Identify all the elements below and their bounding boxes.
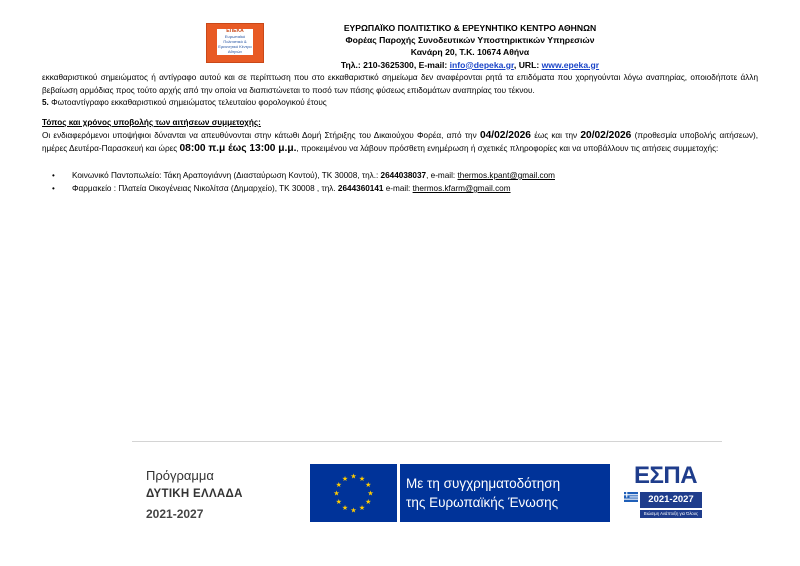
program-region: ΔΥΤΙΚΗ ΕΛΛΑΔΑ <box>146 488 243 500</box>
p2-part-a: Οι ενδιαφερόμενοι υποψήφιοι δύνανται να απευθύνονται στην κάτωθι Δομή Στήριξης του Δικαιούχου Φορέα, από την <box>42 131 480 140</box>
section-title: Τόπος και χρόνος υποβολής των αιτήσεων συμμετοχής: <box>42 118 261 127</box>
eu-star: ★ <box>350 473 357 481</box>
program-logo <box>146 468 276 524</box>
paragraph-1-text: εκκαθαριστικού σημειώματος ή αντίγραφο αυτού και σε περίπτωση που στο εκκαθαριστικό σημείωμα δεν αναφέρονται ρητά τα επιδόματα που χορηγούνται λόγω αναπηρίας, οποιοδήποτε άλλη βεβαίωση αρμόδιας προς τούτο αρχής από την οποία να διαπιστώνεται το ποσό των πάσης φύσεως επιδομάτων αναπηρίας του τέκνου. <box>42 73 758 95</box>
contact-email-link[interactable]: thermos.kfarm@gmail.com <box>412 184 511 193</box>
eu-star: ★ <box>335 482 342 489</box>
contact-phone: 2644360141 <box>337 184 384 193</box>
org-name: ΕΥΡΩΠΑΪΚΟ ΠΟΛΙΤΙΣΤΙΚΟ & ΕΡΕΥΝΗΤΙΚΟ ΚΕΝΤΡΟ ΑΘΗΝΩΝ <box>343 23 597 33</box>
footer-divider <box>132 441 722 442</box>
contact-email-label: , e-mail: <box>426 171 458 180</box>
bullet: • <box>52 171 55 180</box>
eu-star: ★ <box>358 505 366 513</box>
eu-star: ★ <box>350 507 357 515</box>
espa-years: 2021-2027 <box>640 492 702 508</box>
p2-part-c: (προθεσμία υποβολής αιτήσεων), ημέρες Δευτέρα-Παρασκευή και ώρες <box>42 131 759 153</box>
organization-logo <box>206 23 264 63</box>
espa-logo-text: ΕΣΠΑ <box>634 462 698 489</box>
eu-cofunding-banner <box>400 464 610 522</box>
espa-logo <box>616 462 708 526</box>
eu-flag-icon <box>310 464 397 522</box>
bullet: • <box>52 184 55 193</box>
eu-star: ★ <box>358 475 366 483</box>
program-label: Πρόγραμμα <box>146 468 214 483</box>
eu-line-1: Με τη συγχρηματοδότηση <box>406 476 561 491</box>
eu-star: ★ <box>365 499 372 506</box>
date-to: 20/02/2026 <box>580 130 632 141</box>
logo-inner <box>217 29 253 55</box>
contact-email-link[interactable]: thermos.kpant@gmail.com <box>457 171 555 180</box>
date-from: 04/02/2026 <box>479 130 531 141</box>
eu-star: ★ <box>341 475 349 483</box>
paragraph-documents <box>42 72 758 110</box>
list-item <box>42 170 758 183</box>
header-email-link[interactable]: info@depeka.gr <box>449 59 514 70</box>
eu-star: ★ <box>341 505 349 513</box>
url-prefix: , URL: <box>513 59 542 70</box>
greek-flag-icon <box>624 492 638 502</box>
p2-part-d: , προκειμένου να λάβουν πρόσθετη ενημέρωση ή σχετικές πληροφορίες και να υποβάλλουν τις αιτήσεις συμμετοχής: <box>296 143 719 153</box>
contact-phone: 2644038037 <box>380 171 427 180</box>
eu-star: ★ <box>367 490 374 498</box>
office-hours: 08:00 π.μ έως 13:00 μ.μ. <box>179 142 297 154</box>
letterhead <box>320 22 620 71</box>
item-5-text: Φωτοαντίγραφο εκκαθαριστικού σημειώματος τελευταίου φορολογικού έτους <box>48 98 327 108</box>
contact-label: Φαρμακείο : Πλατεία Οικογένειας Νικολίτσα (Δημαρχείο), ΤΚ 30008 , τηλ. <box>72 184 338 193</box>
contact-list <box>42 170 758 196</box>
program-years: 2021-2027 <box>146 507 204 521</box>
p2-part-b: έως και την <box>530 131 581 140</box>
espa-tagline: Βιώσιμη Ανάπτυξη για Όλους <box>640 510 702 518</box>
org-address: Κανάρη 20, Τ.Κ. 10674 Αθήνα <box>410 47 530 58</box>
logo-text-2: Ευρωπαϊκό Πολιτιστικό & Ερευνητικό Κέντρο Αθηνών <box>218 34 252 54</box>
org-contact-line <box>320 59 620 71</box>
eu-star: ★ <box>335 499 342 506</box>
eu-star: ★ <box>365 482 372 489</box>
list-item <box>42 183 758 196</box>
paragraph-submission <box>42 130 758 155</box>
org-subtitle: Φορέας Παροχής Συνοδευτικών Υποστηρικτικών Υπηρεσιών <box>345 35 595 46</box>
item-5-number: 5. <box>42 98 49 108</box>
logo-text-1: ΕΠΕΚΑ <box>226 29 244 34</box>
contact-email-label: e-mail: <box>383 184 413 193</box>
eu-line-2: της Ευρωπαϊκής Ένωσης <box>406 495 559 510</box>
eu-star: ★ <box>333 490 340 498</box>
contact-label: Κοινωνικό Παντοπωλείο: Τάκη Αραπογιάννη (Διασταύρωση Κοντού), ΤΚ 30008, τηλ.: <box>72 171 381 180</box>
contact-prefix: Τηλ.: 210-3625300, E-mail: <box>340 59 450 70</box>
header-url-link[interactable]: www.epeka.gr <box>541 59 600 70</box>
